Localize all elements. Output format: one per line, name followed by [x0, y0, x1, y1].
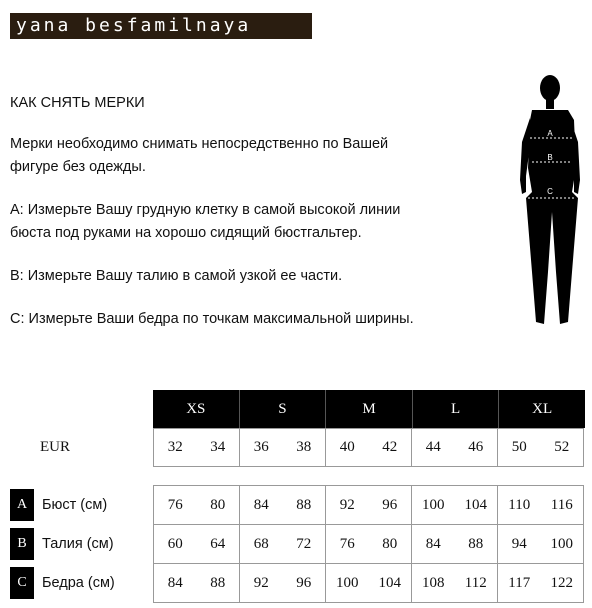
measurement-cell: 80 — [197, 486, 240, 525]
measurement-cell: 80 — [369, 525, 412, 564]
measurement-cell: 100 — [541, 525, 584, 564]
eur-cell: 42 — [369, 429, 412, 467]
measurement-cell: 88 — [197, 564, 240, 603]
row-name: Бедра (см) — [42, 574, 115, 591]
intro-line: фигуре без одежды. — [10, 159, 146, 175]
measurement-cell: 117 — [498, 564, 541, 603]
figure-label-b: B — [547, 153, 553, 162]
row-name: Бюст (см) — [42, 496, 108, 513]
measurement-cell: 88 — [283, 486, 326, 525]
eur-cell: 36 — [240, 429, 283, 467]
eur-label: EUR — [40, 439, 70, 455]
measurement-cell: 116 — [541, 486, 584, 525]
step-b-text — [10, 265, 342, 288]
size-header-cell: XL — [498, 390, 585, 428]
row-label-waist — [10, 524, 114, 563]
size-header-row — [153, 390, 585, 428]
measurement-cell: 76 — [154, 486, 197, 525]
size-header-cell: M — [325, 390, 412, 428]
measurement-cell: 68 — [240, 525, 283, 564]
row-label-bust — [10, 485, 107, 524]
measurement-cell: 104 — [369, 564, 412, 603]
step-b-line: B: Измерьте Вашу талию в самой узкой ее части. — [10, 268, 343, 284]
row-letter-badge: B — [10, 528, 34, 560]
brand-logo: yana besfamilnaya — [10, 13, 312, 39]
intro-line: Мерки необходимо снимать непосредственно по Вашей — [10, 136, 389, 152]
measurement-cell: 84 — [240, 486, 283, 525]
measurement-cell: 100 — [412, 486, 455, 525]
row-label-hips — [10, 563, 115, 602]
size-header-cell: S — [239, 390, 326, 428]
eur-cell: 52 — [541, 429, 584, 467]
step-a-text — [10, 199, 400, 245]
measurement-cell: 94 — [498, 525, 541, 564]
instructions-heading: КАК СНЯТЬ МЕРКИ — [10, 95, 145, 111]
size-header-cell: L — [412, 390, 499, 428]
measurement-cell: 92 — [326, 486, 369, 525]
table-row — [154, 486, 584, 525]
measurement-cell: 72 — [283, 525, 326, 564]
eur-cell: 40 — [326, 429, 369, 467]
measurement-cell: 108 — [412, 564, 455, 603]
eur-cell: 32 — [154, 429, 197, 467]
measurement-cell: 88 — [455, 525, 498, 564]
size-header-cell: XS — [153, 390, 239, 428]
measurement-cell: 84 — [154, 564, 197, 603]
measurement-cell: 96 — [369, 486, 412, 525]
table-row — [154, 564, 584, 603]
body-silhouette-figure — [512, 72, 592, 334]
measurement-cell: 104 — [455, 486, 498, 525]
step-c-text — [10, 308, 414, 331]
measurement-cell: 112 — [455, 564, 498, 603]
measurements-table — [153, 485, 584, 603]
eur-cell: 50 — [498, 429, 541, 467]
intro-text — [10, 133, 388, 179]
measurement-cell: 60 — [154, 525, 197, 564]
row-letter-badge: C — [10, 567, 34, 599]
step-c-line: C: Измерьте Ваши бедра по точкам максимальной ширины. — [10, 311, 414, 327]
measurement-cell: 110 — [498, 486, 541, 525]
eur-size-table — [153, 428, 584, 467]
figure-label-c: C — [547, 187, 553, 196]
eur-cell: 46 — [455, 429, 498, 467]
step-a-line: бюста под руками на хорошо сидящий бюстгальтер. — [10, 225, 362, 241]
measurement-cell: 92 — [240, 564, 283, 603]
measurement-cell: 96 — [283, 564, 326, 603]
measurement-cell: 100 — [326, 564, 369, 603]
measurement-cell: 76 — [326, 525, 369, 564]
eur-cell: 38 — [283, 429, 326, 467]
row-name: Талия (см) — [42, 535, 114, 552]
table-row — [154, 429, 584, 467]
eur-cell: 34 — [197, 429, 240, 467]
measurement-cell: 84 — [412, 525, 455, 564]
table-row — [154, 525, 584, 564]
row-letter-badge: A — [10, 489, 34, 521]
step-a-line: A: Измерьте Вашу грудную клетку в самой высокой линии — [10, 202, 401, 218]
figure-label-a: A — [547, 129, 553, 138]
eur-cell: 44 — [412, 429, 455, 467]
measurement-cell: 122 — [541, 564, 584, 603]
measurement-cell: 64 — [197, 525, 240, 564]
